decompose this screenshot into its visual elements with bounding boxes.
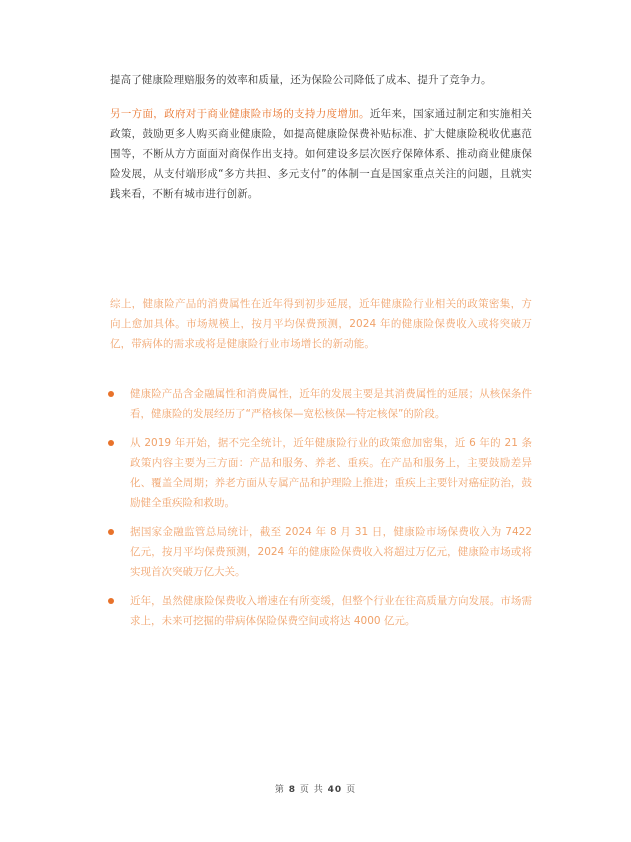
footer-total-pages: 40 (327, 785, 343, 795)
paragraph-lead-highlight: 另一方面，政府对于商业健康险市场的支持力度增加。 (110, 108, 370, 120)
bullet-dot-icon (108, 391, 114, 397)
footer-middle: 页 共 (299, 785, 324, 795)
paragraph-intro: 提高了健康险理赔服务的效率和质量，还为保险公司降低了成本、提升了竞争力。 (110, 74, 492, 86)
list-item-text: 近年，虽然健康险保费收入增速在有所变缓，但整个行业在往高质量方向发展。市场需求上，未来可挖掘的带病体保险保费空间或将达 4000 亿元。 (130, 595, 532, 627)
bullet-dot-icon (108, 529, 114, 535)
paragraph-summary: 综上，健康险产品的消费属性在近年得到初步延展，近年健康险行业相关的政策密集，方向上愈加具体。市场规模上，按月平均保费预测，2024 年的健康险保费收入或将突破万亿，带病体的需求或将是健康险行业市场增长的新动能。 (110, 298, 532, 350)
list-item-text: 健康险产品含金融属性和消费属性，近年的发展主要是其消费属性的延展；从核保条件看，健康险的发展经历了“严格核保—宽松核保—特定核保”的阶段。 (130, 388, 532, 420)
list-item-text: 从 2019 年开始，据不完全统计，近年健康险行业的政策愈加密集，近 6 年的 21 条政策内容主要为三方面：产品和服务、养老、重疾。在产品和服务上，主要鼓励差异化、覆盖全周期；养老方面从专属产品和护理险上推进；重疾上主要针对癌症防治，鼓励健全重疾险和救助。 (130, 437, 532, 509)
bullet-dot-icon (108, 598, 114, 604)
paragraph-body: 近年来，国家通过制定和实施相关政策，鼓励更多人购买商业健康险，如提高健康险保费补贴标准、扩大健康险税收优惠范围等，不断从方方面面对商保作出支持。如何建设多层次医疗保障体系、推动商业健康保险发展，从支付端形成“多方共担、多元支付”的体制一直是国家重点关注的问题，且就实践来看，不断有城市进行创新。 (110, 108, 532, 200)
list-item (108, 591, 532, 631)
footer-prefix: 第 (274, 785, 285, 795)
list-item (108, 433, 532, 513)
bullet-dot-icon (108, 440, 114, 446)
paragraph-government-support (110, 104, 532, 204)
key-points-list (108, 384, 532, 640)
footer-suffix: 页 (346, 785, 357, 795)
list-item (108, 384, 532, 424)
list-item-text: 据国家金融监管总局统计，截至 2024 年 8 月 31 日，健康险市场保费收入为 7422 亿元，按月平均保费预测，2024 年的健康险保费收入将超过万亿元，健康险市场或将实现首次突破万亿大关。 (130, 526, 532, 578)
page-footer (0, 782, 631, 795)
footer-page-number: 8 (288, 785, 297, 795)
list-item (108, 522, 532, 582)
